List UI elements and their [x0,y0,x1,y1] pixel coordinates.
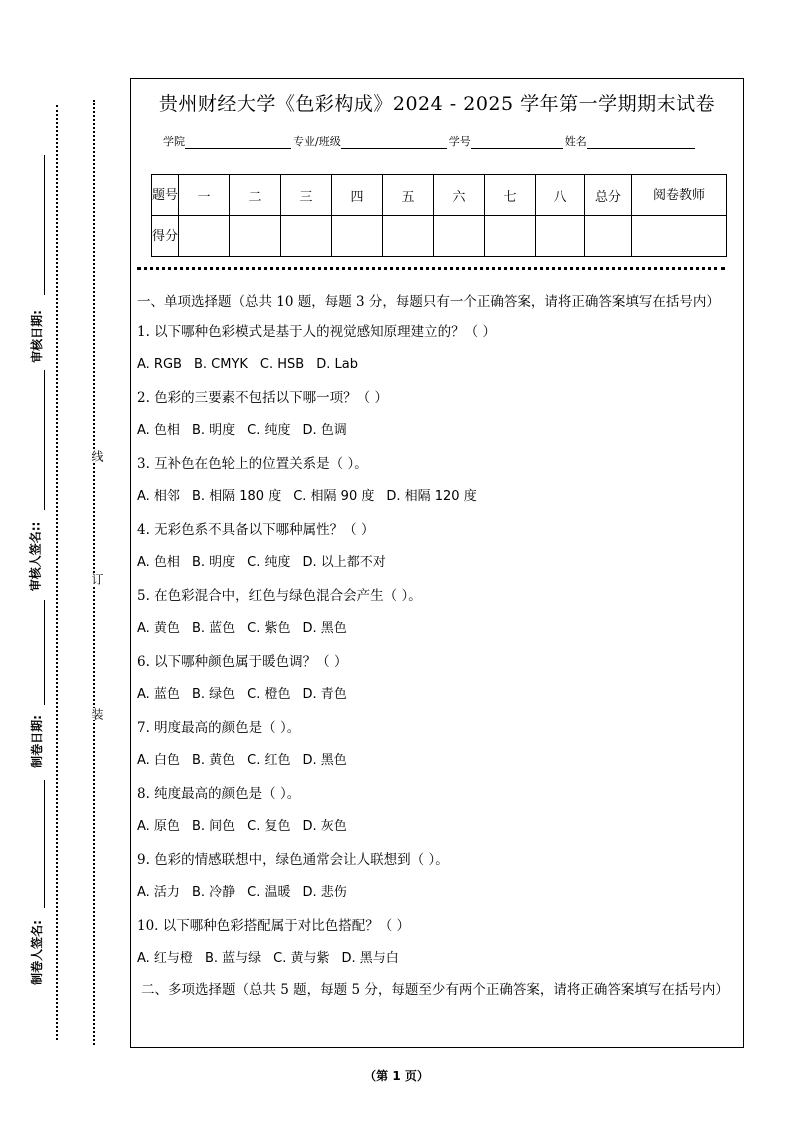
make-date-line [44,600,45,705]
score-cell[interactable] [230,216,281,257]
question-text: 1. 以下哪种色彩模式是基于人的视觉感知原理建立的？（ ） [137,324,496,340]
binding-ding: 订 [90,573,104,585]
section2-heading: 二、多项选择题（总共 5 题，每题 5 分，每题至少有两个正确答案，请将正确答案填写在括号内） [141,982,729,998]
maker-sign-line [44,780,45,908]
major-field[interactable] [341,136,447,149]
exam-title: 贵州财经大学《色彩构成》2024 - 2025 学年第一学期期末试卷 [158,93,716,115]
binding-zhuang: 装 [90,708,104,720]
grader-cell[interactable] [632,216,727,257]
col-head: 三 [281,175,332,216]
score-cell[interactable] [485,216,536,257]
option-item[interactable]: D. 黑色 [302,753,347,768]
col-head: 六 [434,175,485,216]
option-item[interactable]: C. 纯度 [247,423,291,438]
question-text: 9. 色彩的情感联想中，绿色通常会让人联想到（ ）。 [137,852,449,868]
option-item[interactable]: A. 色相 [137,555,180,570]
option-item[interactable]: D. 灰色 [302,819,347,834]
option-item[interactable]: C. HSB [259,357,305,372]
question-text: 10. 以下哪种色彩搭配属于对比色搭配？（ ） [137,918,411,934]
option-item[interactable]: C. 相隔 90 度 [293,489,375,504]
option-item[interactable]: A. 色相 [137,423,180,438]
question-text: 7. 明度最高的颜色是（ ）。 [137,720,301,736]
option-item[interactable]: A. 黄色 [137,621,180,636]
review-date-label: 审核日期: [29,310,44,363]
student-id-label: 学号 [448,135,471,148]
score-cell[interactable] [383,216,434,257]
option-item[interactable]: A. 蓝色 [137,687,180,702]
option-item[interactable]: A. 相邻 [137,489,180,504]
option-item[interactable]: A. RGB [137,357,182,372]
option-item[interactable]: A. 红与橙 [137,951,193,966]
option-item[interactable]: A. 白色 [137,753,180,768]
question-options [137,882,737,915]
section1-heading: 一、单项选择题（总共 10 题，每题 3 分，每题只有一个正确答案，请将正确答案填写在括号内） [137,294,720,310]
option-item[interactable]: B. 蓝与绿 [204,951,262,966]
score-table-header-row [152,175,727,216]
question-options [137,618,737,651]
row-head-score: 得分 [152,216,179,257]
question-text: 8. 纯度最高的颜色是（ ）。 [137,786,301,802]
col-head: 一 [179,175,230,216]
option-item[interactable]: D. 黑色 [302,621,347,636]
col-head: 八 [536,175,585,216]
question-options [137,552,737,585]
college-label: 学院 [163,135,185,148]
option-item[interactable]: B. 黄色 [191,753,236,768]
option-item[interactable]: D. Lab [316,357,358,372]
option-item[interactable]: C. 橙色 [247,687,291,702]
option-item[interactable]: B. 冷静 [191,885,236,900]
option-item[interactable]: D. 色调 [302,423,347,438]
col-head: 二 [230,175,281,216]
student-id-field[interactable] [471,136,563,149]
option-item[interactable]: D. 以上都不对 [302,555,386,570]
col-head: 五 [383,175,434,216]
option-item[interactable]: B. 蓝色 [191,621,236,636]
option-item[interactable]: C. 复色 [247,819,291,834]
left-dotted-line [56,105,58,1040]
col-head-total: 总分 [585,175,632,216]
col-head-grader: 阅卷教师 [632,175,727,216]
score-cell[interactable] [434,216,485,257]
question-options [137,420,737,453]
score-cell[interactable] [332,216,383,257]
question-text: 5. 在色彩混合中，红色与绿色混合会产生（ ）。 [137,588,422,604]
questions-area [137,291,737,1009]
question-text: 6. 以下哪种颜色属于暖色调？（ ） [137,654,348,670]
question-options [137,354,737,387]
score-table [151,174,727,257]
row-head-question: 题号 [152,175,179,216]
option-item[interactable]: A. 原色 [137,819,180,834]
option-item[interactable]: C. 黄与紫 [273,951,330,966]
exam-frame [130,78,744,1048]
score-cell[interactable] [536,216,585,257]
option-item[interactable]: A. 活力 [137,885,180,900]
option-item[interactable]: B. 明度 [191,555,236,570]
question-options [137,750,737,783]
option-item[interactable]: C. 纯度 [247,555,291,570]
score-cell[interactable] [281,216,332,257]
question-list [137,321,737,981]
option-item[interactable]: B. 明度 [191,423,236,438]
question-options [137,948,737,981]
reviewer-sign-line [44,370,45,510]
reviewer-sign-label: 审核人签名:: [28,521,43,592]
college-field[interactable] [185,136,291,149]
question-text: 4. 无彩色系不具备以下哪种属性？（ ） [137,522,375,538]
col-head: 四 [332,175,383,216]
question-text: 3. 互补色在色轮上的位置关系是（ ）。 [137,456,368,472]
option-item[interactable]: C. 红色 [247,753,291,768]
name-field[interactable] [587,136,695,149]
question-text: 2. 色彩的三要素不包括以下哪一项？（ ） [137,390,388,406]
option-item[interactable]: C. 紫色 [247,621,291,636]
binding-xian: 线 [90,450,104,462]
option-item[interactable]: D. 黑与白 [341,951,399,966]
total-score-cell[interactable] [585,216,632,257]
name-label: 姓名 [564,135,587,148]
option-item[interactable]: D. 悲伤 [302,885,347,900]
question-options [137,684,737,717]
question-options [137,816,737,849]
option-item[interactable]: B. 间色 [191,819,236,834]
make-date-label: 制卷日期: [29,715,44,768]
maker-sign-label: 制卷人签名: [29,920,44,985]
option-item[interactable]: D. 青色 [302,687,347,702]
option-item[interactable]: B. CMYK [193,357,248,372]
question-options [137,486,737,519]
score-cell[interactable] [179,216,230,257]
score-table-score-row [152,216,727,257]
col-head: 七 [485,175,536,216]
option-item[interactable]: C. 温暖 [247,885,291,900]
review-date-line [44,155,45,295]
major-label: 专业/班级 [293,135,341,148]
option-item[interactable]: D. 相隔 120 度 [386,489,477,504]
option-item[interactable]: B. 相隔 180 度 [191,489,282,504]
divider-dotted [137,267,725,270]
student-info-row [163,133,697,149]
option-item[interactable]: B. 绿色 [191,687,236,702]
page-number: （第 1 页） [364,1069,429,1083]
